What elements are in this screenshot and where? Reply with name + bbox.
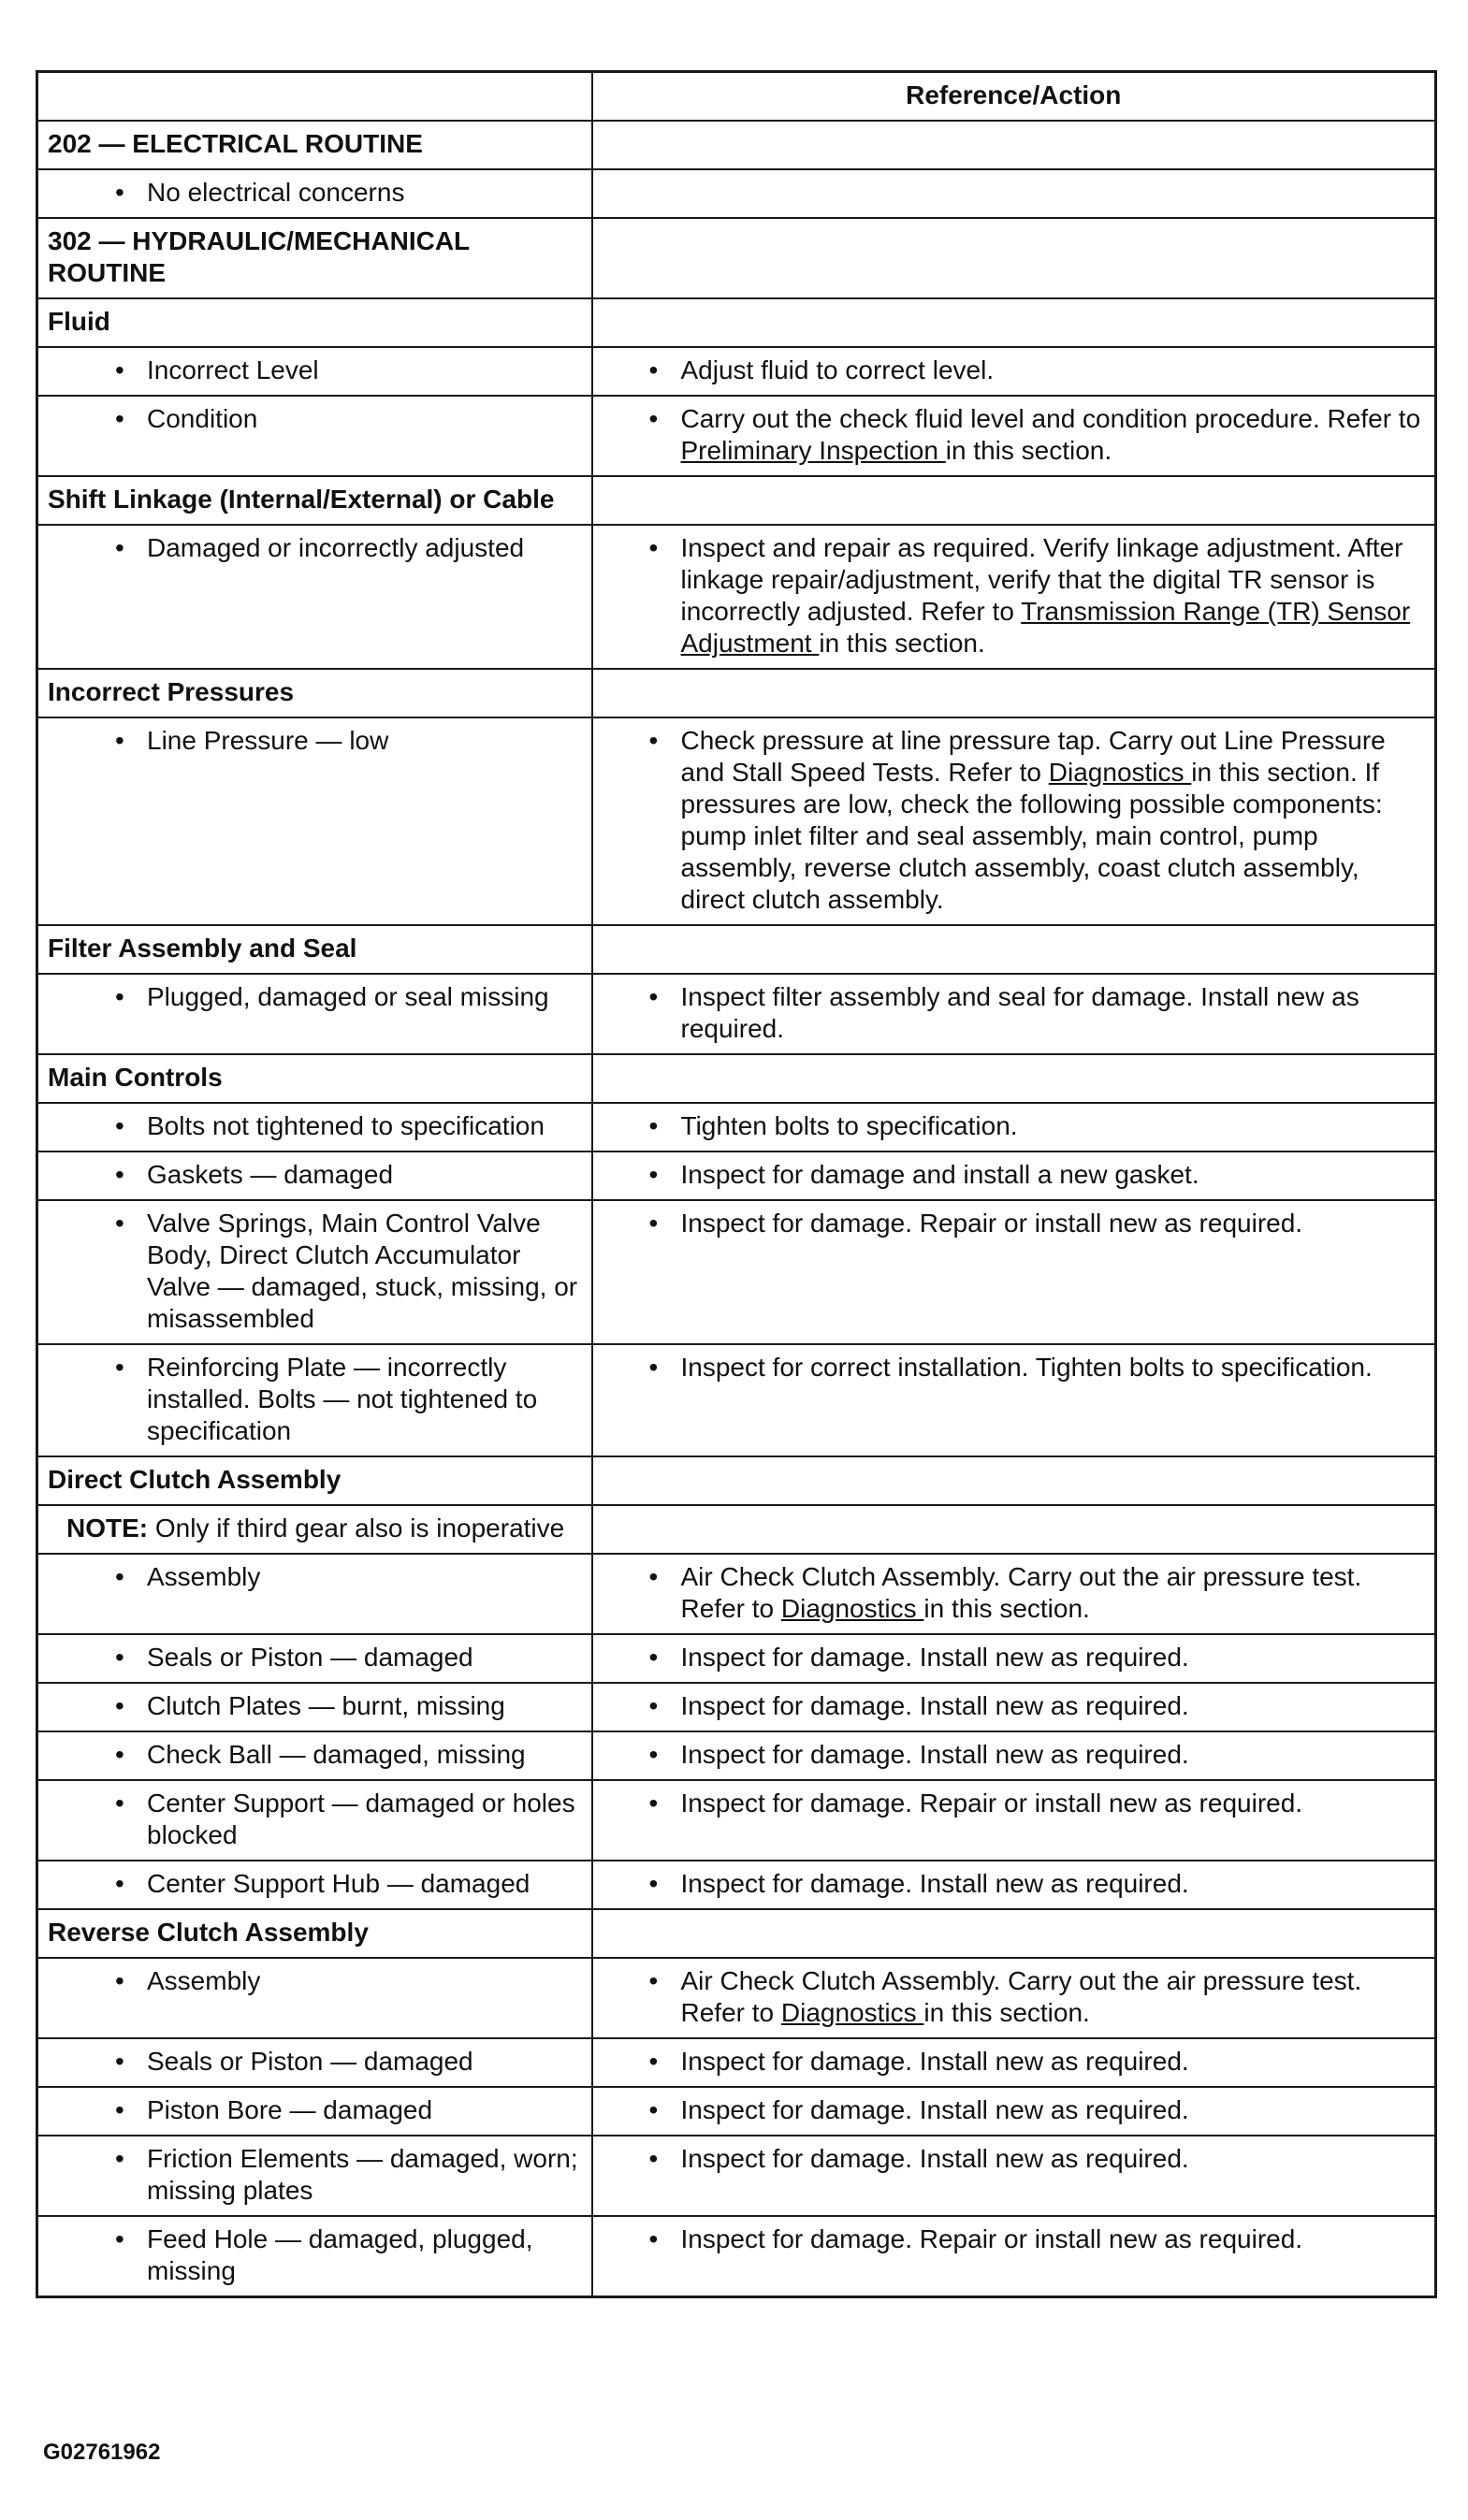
bullet-icon: • (648, 1562, 659, 1591)
cause-cell (37, 1958, 592, 2038)
action-text (681, 2223, 1426, 2255)
action-cell (592, 1554, 1436, 1634)
action-item (603, 1561, 1426, 1625)
cause-text: Reinforcing Plate — incorrectly installed. Bolts — not tightened to specification (147, 1353, 538, 1445)
table-row (37, 1200, 1436, 1344)
cause-cell (37, 1344, 592, 1456)
section-heading: Incorrect Pressures (48, 677, 295, 706)
bullet-icon: • (648, 404, 659, 433)
cause-text: Seals or Piston — damaged (147, 1643, 473, 1672)
cause-cell (37, 525, 592, 669)
action-cell (592, 1054, 1436, 1103)
bullet-icon: • (115, 982, 124, 1011)
section-heading: 302 — HYDRAULIC/MECHANICAL ROUTINE (48, 226, 470, 287)
action-cell (592, 347, 1436, 396)
cause-item (48, 725, 582, 757)
cause-item (48, 1868, 582, 1900)
cause-cell (37, 476, 592, 525)
action-segment: Tighten bolts to specification. (680, 1111, 1018, 1140)
cause-text: Condition (147, 404, 258, 433)
cause-item (48, 1352, 582, 1447)
cause-cell (37, 925, 592, 974)
action-cell (592, 1731, 1436, 1780)
cause-item (48, 1788, 582, 1851)
bullet-icon: • (115, 2095, 124, 2124)
bullet-icon: • (115, 533, 124, 562)
action-cell (592, 2038, 1436, 2087)
table-row (37, 2216, 1436, 2297)
table-row (37, 1054, 1436, 1103)
bullet-icon: • (115, 1740, 124, 1769)
table-row (37, 974, 1436, 1054)
bullet-icon: • (648, 1353, 659, 1382)
cause-text: Gaskets — damaged (147, 1160, 394, 1189)
table-row (37, 1958, 1436, 2038)
bullet-icon: • (648, 1789, 659, 1818)
bullet-icon: • (115, 1643, 124, 1672)
bullet-icon: • (115, 1353, 124, 1382)
action-cell (592, 1909, 1436, 1958)
bullet-icon: • (648, 2047, 659, 2076)
table-row (37, 1909, 1436, 1958)
action-item (603, 1739, 1426, 1771)
section-heading: Filter Assembly and Seal (48, 934, 357, 963)
action-item (603, 403, 1426, 467)
cause-text: Assembly (147, 1562, 261, 1591)
action-cell (592, 1780, 1436, 1861)
table-header-row (37, 72, 1436, 122)
cause-item (48, 1110, 582, 1142)
bullet-icon: • (115, 355, 124, 384)
bullet-icon: • (115, 1691, 124, 1720)
action-cell (592, 2216, 1436, 2297)
table-row (37, 1103, 1436, 1151)
action-segment: Carry out the check fluid level and condition procedure. Refer to (680, 404, 1421, 433)
cause-text: Seals or Piston — damaged (147, 2047, 473, 2076)
action-segment: in this section. If pressures are low, check the following possible components: pump inlet filter and seal assembly, main control, pump assembly, reverse clutch assembly, coast clutch assembly, direct clutch assembly. (680, 758, 1383, 914)
action-cell (592, 717, 1436, 925)
section-heading: Fluid (48, 307, 110, 336)
header-reference-action: Reference/Action (592, 72, 1436, 122)
bullet-icon: • (648, 355, 659, 384)
action-item (603, 2046, 1426, 2078)
reference-link[interactable]: Diagnostics (1048, 758, 1192, 787)
section-heading: Main Controls (48, 1063, 223, 1092)
bullet-icon: • (648, 726, 659, 755)
action-cell (592, 1505, 1436, 1554)
bullet-icon: • (648, 1691, 659, 1720)
cause-cell (37, 121, 592, 169)
cause-text: Check Ball — damaged, missing (147, 1740, 526, 1769)
cause-item (48, 1642, 582, 1673)
action-text (681, 2046, 1426, 2078)
cause-cell (37, 2216, 592, 2297)
action-text (681, 2094, 1426, 2126)
cause-text: Damaged or incorrectly adjusted (147, 533, 525, 562)
action-text (681, 1159, 1426, 1191)
action-item (603, 532, 1426, 659)
action-text (681, 1110, 1426, 1142)
action-cell (592, 1200, 1436, 1344)
bullet-icon: • (648, 1111, 659, 1140)
action-item (603, 355, 1426, 386)
action-cell (592, 974, 1436, 1054)
action-segment: Inspect for correct installation. Tighten bolts to specification. (680, 1353, 1373, 1382)
section-heading: Shift Linkage (Internal/External) or Cable (48, 485, 555, 514)
action-cell (592, 1456, 1436, 1505)
section-heading: 202 — ELECTRICAL ROUTINE (48, 129, 423, 158)
bullet-icon: • (648, 982, 659, 1011)
cause-text: Plugged, damaged or seal missing (147, 982, 549, 1011)
cause-cell (37, 298, 592, 347)
bullet-icon: • (115, 404, 124, 433)
cause-cell (37, 1200, 592, 1344)
bullet-icon: • (648, 533, 659, 562)
action-segment: in this section. (819, 629, 985, 658)
action-item (603, 1965, 1426, 2029)
action-item (603, 1159, 1426, 1191)
bullet-icon: • (115, 1869, 124, 1898)
action-cell (592, 1634, 1436, 1683)
cause-item (48, 2223, 582, 2287)
table-row (37, 2087, 1436, 2136)
table-row (37, 1731, 1436, 1780)
bullet-icon: • (648, 1966, 659, 1995)
cause-cell (37, 1861, 592, 1909)
cause-cell (37, 1151, 592, 1200)
bullet-icon: • (648, 1740, 659, 1769)
action-cell (592, 298, 1436, 347)
action-segment: in this section. (923, 1998, 1090, 2027)
cause-text: Bolts not tightened to specification (147, 1111, 545, 1140)
cause-text: Assembly (147, 1966, 261, 1995)
action-segment: Air Check Clutch Assembly. Carry out the air pressure test. Refer to (680, 1562, 1362, 1623)
cause-cell (37, 717, 592, 925)
table-row (37, 1554, 1436, 1634)
cause-item (48, 2046, 582, 2078)
cause-cell (37, 1505, 592, 1554)
note-text (48, 1513, 582, 1544)
table-row (37, 1683, 1436, 1731)
action-text (681, 1868, 1426, 1900)
action-cell (592, 169, 1436, 218)
action-cell (592, 1103, 1436, 1151)
cause-cell (37, 2087, 592, 2136)
action-cell (592, 1958, 1436, 2038)
cause-cell (37, 2136, 592, 2216)
cause-item (48, 355, 582, 386)
reference-link[interactable]: Transmission Range (TR) Sensor Adjustment (680, 597, 1411, 658)
action-item (603, 1110, 1426, 1142)
cause-item (48, 1208, 582, 1335)
cause-cell (37, 1780, 592, 1861)
bullet-icon: • (648, 2095, 659, 2124)
action-item (603, 1352, 1426, 1383)
action-cell (592, 476, 1436, 525)
bullet-icon: • (115, 1160, 124, 1189)
table-row (37, 121, 1436, 169)
bullet-icon: • (115, 1111, 124, 1140)
table-row (37, 2136, 1436, 2216)
bullet-icon: • (115, 178, 124, 207)
action-segment: Inspect for damage and install a new gasket. (680, 1160, 1199, 1189)
cause-cell (37, 974, 592, 1054)
action-segment: Inspect for damage. Repair or install new as required. (680, 1789, 1303, 1818)
action-segment: Inspect for damage. Install new as required. (680, 2144, 1189, 2173)
table-row (37, 525, 1436, 669)
action-cell (592, 1151, 1436, 1200)
table-row (37, 347, 1436, 396)
cause-cell (37, 1683, 592, 1731)
table-row (37, 1861, 1436, 1909)
action-segment: Inspect filter assembly and seal for damage. Install new as required. (680, 982, 1359, 1043)
action-cell (592, 2136, 1436, 2216)
cause-text: Friction Elements — damaged, worn; missing plates (147, 2144, 578, 2205)
action-cell (592, 525, 1436, 669)
action-segment: Inspect for damage. Repair or install new as required. (680, 1209, 1303, 1238)
cause-text: Line Pressure — low (147, 726, 389, 755)
action-text (681, 355, 1426, 386)
action-text (681, 403, 1426, 467)
table-row (37, 298, 1436, 347)
action-cell (592, 1683, 1436, 1731)
cause-cell (37, 1103, 592, 1151)
action-text (681, 1642, 1426, 1673)
action-segment: Adjust fluid to correct level. (680, 355, 995, 384)
table-row (37, 2038, 1436, 2087)
bullet-icon: • (115, 1966, 124, 1995)
action-item (603, 981, 1426, 1045)
action-segment: in this section. (945, 436, 1112, 465)
bullet-icon: • (115, 1209, 124, 1238)
action-text (681, 1788, 1426, 1819)
action-text (681, 2143, 1426, 2175)
diagnostic-table (36, 70, 1437, 2298)
cause-cell (37, 669, 592, 717)
bullet-icon: • (648, 1209, 659, 1238)
action-text (681, 1208, 1426, 1239)
table-row (37, 218, 1436, 298)
action-cell (592, 669, 1436, 717)
action-segment: Inspect for damage. Install new as required. (680, 1691, 1189, 1720)
action-cell (592, 1344, 1436, 1456)
cause-text: Center Support — damaged or holes blocked (147, 1789, 575, 1849)
note-body: Only if third gear also is inoperative (148, 1513, 565, 1542)
cause-item (48, 1739, 582, 1771)
cause-text: Incorrect Level (147, 355, 319, 384)
cause-item (48, 532, 582, 564)
action-item (603, 2143, 1426, 2175)
cause-item (48, 403, 582, 435)
table-row (37, 1505, 1436, 1554)
cause-cell (37, 347, 592, 396)
bullet-icon: • (115, 2144, 124, 2173)
action-text (681, 1352, 1426, 1383)
section-heading: Reverse Clutch Assembly (48, 1918, 369, 1947)
table-row (37, 169, 1436, 218)
action-segment: Inspect for damage. Install new as required. (680, 2095, 1189, 2124)
bullet-icon: • (115, 1562, 124, 1591)
action-segment: Inspect for damage. Install new as required. (680, 1643, 1189, 1672)
action-text (681, 1965, 1426, 2029)
table-row (37, 925, 1436, 974)
cause-item (48, 1159, 582, 1191)
cause-cell (37, 396, 592, 476)
section-heading: Direct Clutch Assembly (48, 1465, 342, 1494)
action-item (603, 1642, 1426, 1673)
cause-text: Clutch Plates — burnt, missing (147, 1691, 505, 1720)
table-row (37, 1634, 1436, 1683)
action-segment: Air Check Clutch Assembly. Carry out the air pressure test. Refer to (680, 1966, 1362, 2027)
bullet-icon: • (648, 1869, 659, 1898)
cause-item (48, 177, 582, 209)
figure-id: G02761962 (43, 2440, 161, 2465)
action-item (603, 1208, 1426, 1239)
cause-text: Center Support Hub — damaged (147, 1869, 531, 1898)
header-condition (37, 72, 592, 122)
action-cell (592, 2087, 1436, 2136)
action-item (603, 725, 1426, 916)
cause-item (48, 1690, 582, 1722)
cause-cell (37, 1731, 592, 1780)
bullet-icon: • (115, 2047, 124, 2076)
cause-item (48, 1561, 582, 1593)
cause-text: Feed Hole — damaged, plugged, missing (147, 2224, 533, 2285)
action-segment: Inspect for damage. Repair or install new as required. (680, 2224, 1303, 2253)
action-item (603, 1690, 1426, 1722)
table-row (37, 717, 1436, 925)
action-segment: Check pressure at line pressure tap. Carry out Line Pressure and Stall Speed Tests. Refer to (680, 726, 1386, 787)
cause-text: Piston Bore — damaged (147, 2095, 433, 2124)
cause-cell (37, 1634, 592, 1683)
action-text (681, 1561, 1426, 1625)
reference-link[interactable]: Diagnostics (780, 1594, 924, 1623)
cause-item (48, 981, 582, 1013)
table-row (37, 1456, 1436, 1505)
note-label: NOTE: (66, 1513, 149, 1542)
action-cell (592, 1861, 1436, 1909)
cause-item (48, 2094, 582, 2126)
action-text (681, 1739, 1426, 1771)
bullet-icon: • (648, 1643, 659, 1672)
action-text (681, 981, 1426, 1045)
action-segment: Inspect for damage. Install new as required. (680, 1740, 1189, 1769)
bullet-icon: • (115, 726, 124, 755)
table-row (37, 669, 1436, 717)
reference-link[interactable]: Diagnostics (780, 1998, 924, 2027)
table-row (37, 1151, 1436, 1200)
cause-text: No electrical concerns (147, 178, 405, 207)
table-row (37, 1780, 1436, 1861)
action-item (603, 1788, 1426, 1819)
action-segment: Inspect for damage. Install new as required. (680, 2047, 1189, 2076)
action-text (681, 1690, 1426, 1722)
reference-link[interactable]: Preliminary Inspection (680, 436, 946, 465)
action-text (681, 532, 1426, 659)
cause-text: Valve Springs, Main Control Valve Body, Direct Clutch Accumulator Valve — damaged, stuck, missing, or misassembled (147, 1209, 578, 1333)
action-item (603, 1868, 1426, 1900)
table-row (37, 1344, 1436, 1456)
action-segment: in this section. (923, 1594, 1090, 1623)
action-cell (592, 218, 1436, 298)
action-segment: Inspect for damage. Install new as required. (680, 1869, 1189, 1898)
action-cell (592, 396, 1436, 476)
cause-cell (37, 1554, 592, 1634)
table-row (37, 396, 1436, 476)
bullet-icon: • (648, 2144, 659, 2173)
cause-cell (37, 1456, 592, 1505)
bullet-icon: • (115, 1789, 124, 1818)
cause-item (48, 1965, 582, 1997)
cause-cell (37, 2038, 592, 2087)
action-text (681, 725, 1426, 916)
action-item (603, 2094, 1426, 2126)
bullet-icon: • (115, 2224, 124, 2253)
action-cell (592, 121, 1436, 169)
cause-cell (37, 169, 592, 218)
bullet-icon: • (648, 2224, 659, 2253)
action-segment: Inspect and repair as required. Verify linkage adjustment. After linkage repair/adjustment, verify that the digital TR sensor is incorrectly adjusted. Refer to (680, 533, 1403, 626)
bullet-icon: • (648, 1160, 659, 1189)
action-cell (592, 925, 1436, 974)
action-item (603, 2223, 1426, 2255)
cause-cell (37, 1909, 592, 1958)
cause-cell (37, 1054, 592, 1103)
table-row (37, 476, 1436, 525)
cause-cell (37, 218, 592, 298)
cause-item (48, 2143, 582, 2207)
